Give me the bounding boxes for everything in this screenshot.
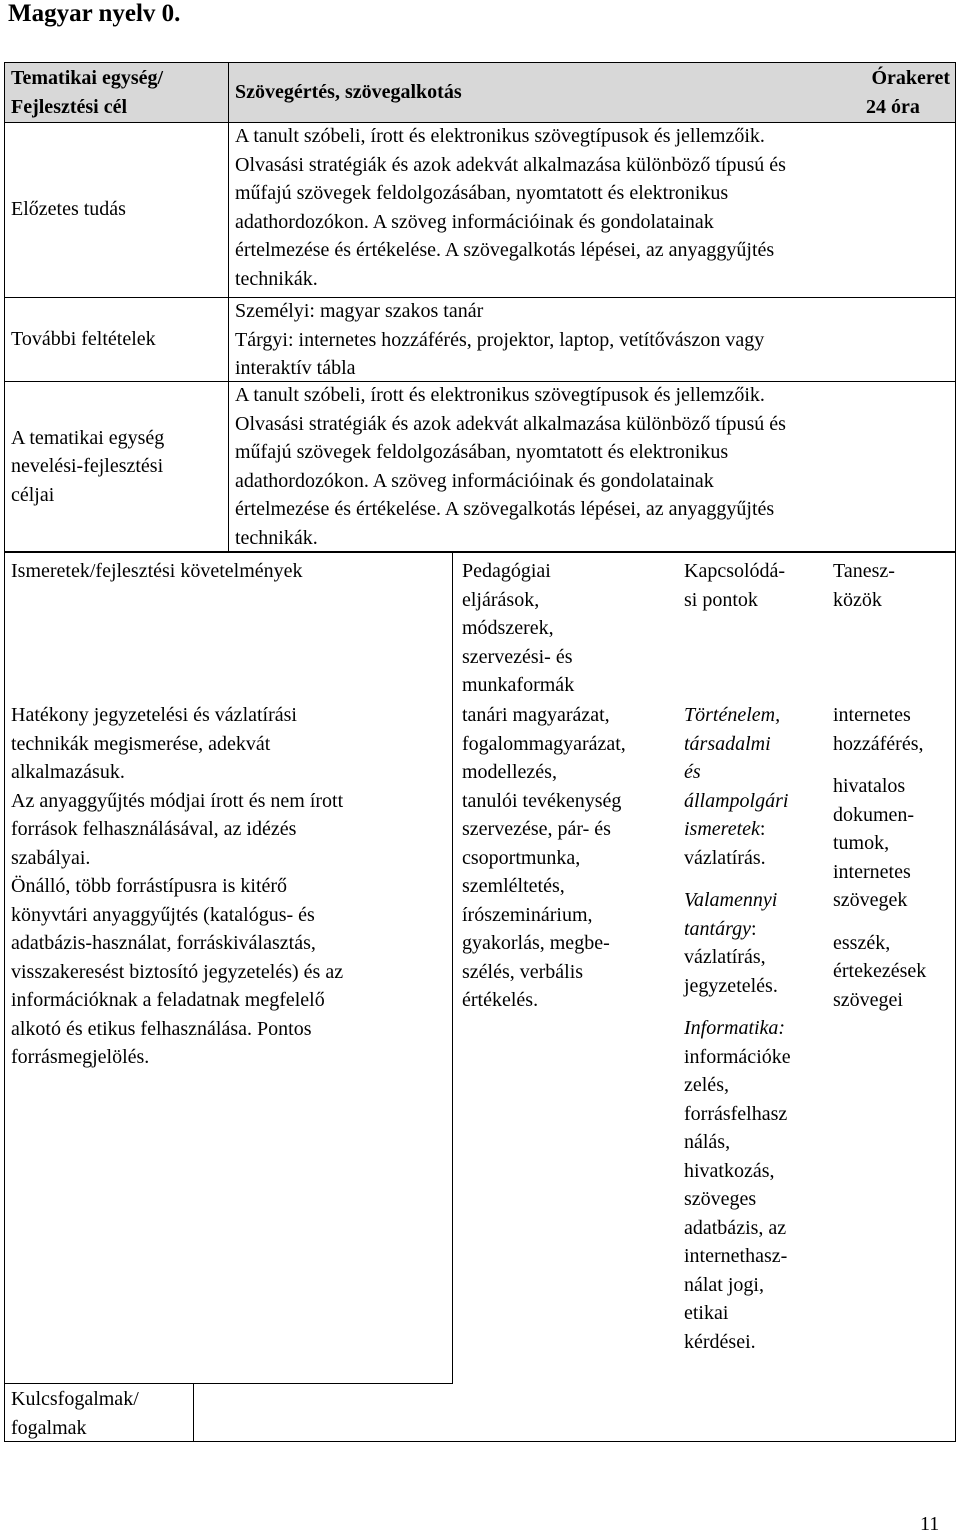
prior-knowledge-line: A tanult szóbeli, írott és elektronikus szövegtípusok és jellemzőik. (235, 125, 765, 147)
requirements-body (4, 701, 452, 1381)
border (4, 62, 956, 63)
connection-text-line: kérdései. (684, 1330, 756, 1353)
conditions-label: További feltételek (11, 327, 156, 350)
connection-subject-line: tantárgy (684, 917, 752, 940)
tools-line: szövegek (833, 889, 908, 911)
goals-line: értelmezése és értékelése. A szövegalkotás lépései, az anyaggyűjtés (235, 498, 775, 520)
methods-header (455, 557, 677, 697)
connection-text-line: zelés, (684, 1074, 729, 1096)
connection-text-line: vázlatírás, (684, 946, 766, 968)
connection-text-line: szöveges (684, 1188, 757, 1210)
connection-text-line: internethasz- (684, 1245, 788, 1267)
tools-line: értekezések (833, 960, 927, 982)
keywords-label-line: fogalmak (11, 1416, 87, 1439)
prior-knowledge-text (228, 122, 956, 297)
unit-title-cell (228, 62, 836, 122)
connection-subject-line: ismeretek (684, 818, 760, 840)
requirements-line: adatbázis-használat, forráskiválasztás, (11, 932, 316, 954)
connection-text-line: információke (684, 1045, 791, 1068)
connection-subject-line: Történelem, (684, 704, 781, 726)
connection-subject-line: társadalmi (684, 732, 771, 755)
methods-line: szervezése, pár- és (462, 818, 611, 840)
requirements-line: technikák megismerése, adekvát (11, 732, 271, 755)
methods-line: szélés, verbális (462, 960, 584, 983)
connections-header-line: si pontok (684, 588, 758, 611)
unit-label-line-2: Fejlesztési cél (11, 95, 128, 118)
prior-knowledge-line: adathordozókon. A szöveg információinak és gondolatainak (235, 210, 714, 233)
connection-subject-line: és (684, 761, 701, 783)
tools-header (826, 557, 956, 697)
methods-header-line: eljárások, (462, 588, 540, 611)
keywords-label-line: Kulcsfogalmak/ (11, 1388, 139, 1410)
border (4, 297, 956, 298)
border (4, 553, 5, 1442)
border (452, 553, 453, 1384)
methods-body (455, 701, 677, 1441)
methods-line: értékelés. (462, 989, 539, 1011)
tools-line: internetes (833, 704, 911, 726)
requirements-line: forrásmegjelölés. (11, 1046, 150, 1068)
prior-knowledge-line: technikák. (235, 267, 318, 290)
goals-line: műfajú szövegek feldolgozásában, nyomtatott és elektronikus (235, 441, 729, 463)
connection-text-line: nálat jogi, (684, 1273, 764, 1296)
conditions-line: Tárgyi: internetes hozzáférés, projektor, laptop, vetítővászon vagy (235, 328, 765, 351)
hours-value: 24 óra (866, 95, 920, 118)
border (228, 62, 229, 552)
goals-line: adathordozókon. A szöveg információinak és gondolatainak (235, 469, 714, 492)
methods-line: fogalommagyarázat, (462, 732, 626, 755)
unit-title: Szövegértés, szövegalkotás (235, 81, 462, 103)
requirements-line: Hatékony jegyzetelési és vázlatírási (11, 704, 297, 726)
border (4, 1441, 956, 1442)
goals-label-line: A tematikai egység (11, 426, 165, 449)
tools-header-line: közök (833, 588, 882, 611)
tools-line: hivatalos (833, 775, 906, 797)
connection-subject-line: Informatika: (684, 1017, 786, 1039)
hours-cell (836, 62, 956, 122)
hours-label: Órakeret (871, 67, 950, 89)
prior-knowledge-line: Olvasási stratégiák és azok adekvát alkalmazása különböző típusú és (235, 153, 786, 176)
tools-line: hozzáférés, (833, 732, 924, 755)
prior-knowledge-line: műfajú szövegek feldolgozásában, nyomtatott és elektronikus (235, 182, 729, 204)
connections-body (677, 701, 825, 1441)
methods-line: szemléltetés, (462, 875, 565, 897)
tools-line: dokumen- (833, 803, 915, 826)
methods-header-line: Pedagógiai (462, 560, 551, 582)
requirements-line: források felhasználásával, az idézés (11, 818, 297, 840)
border (955, 553, 956, 1442)
conditions-label-cell (4, 297, 228, 381)
goals-line: Olvasási stratégiák és azok adekvát alkalmazása különböző típusú és (235, 412, 786, 435)
connection-text-line: adatbázis, az (684, 1216, 787, 1239)
tools-body (826, 701, 956, 1441)
connection-subject-line: Valamennyi (684, 889, 778, 911)
prior-knowledge-label-cell (4, 122, 228, 297)
methods-line: írószeminárium, (462, 903, 593, 926)
page-number: 11 (920, 1513, 940, 1535)
border (4, 551, 956, 553)
conditions-line: Személyi: magyar szakos tanár (235, 300, 484, 322)
tools-line: szövegei (833, 988, 903, 1011)
connection-text-line: jegyzetelés. (684, 974, 778, 997)
requirements-line: könyvtári anyaggyűjtés (katalógus- és (11, 903, 315, 926)
prior-knowledge-label: Előzetes tudás (11, 198, 126, 221)
tools-line: internetes (833, 860, 911, 883)
border (4, 381, 956, 382)
connection-colon: : (751, 917, 757, 940)
goals-label-line: nevelési-fejlesztési (11, 455, 164, 478)
connection-colon: : (759, 818, 766, 840)
connections-header (677, 557, 825, 697)
border (4, 62, 5, 552)
border (4, 1383, 452, 1384)
tools-line: esszék, (833, 931, 891, 954)
methods-line: gyakorlás, megbe- (462, 932, 610, 954)
connection-text-line: etikai (684, 1302, 729, 1324)
goals-line: A tanult szóbeli, írott és elektronikus szövegtípusok és jellemzőik. (235, 384, 765, 406)
conditions-line: interaktív tábla (235, 357, 356, 379)
methods-line: tanári magyarázat, (462, 704, 610, 726)
unit-label-line-1: Tematikai egység/ (11, 67, 164, 89)
connection-text-line: forrásfelhasz (684, 1102, 788, 1125)
methods-header-line: szervezési- és (462, 645, 573, 668)
requirements-line: visszakeresést biztosító jegyzetelés) és az (11, 960, 344, 983)
methods-header-line: munkaformák (462, 674, 575, 696)
tools-header-line: Tanesz- (833, 560, 895, 582)
methods-line: modellezés, (462, 761, 557, 783)
conditions-text (228, 297, 956, 381)
connections-header-line: Kapcsolódá- (684, 560, 786, 582)
connection-subject-line: állampolgári (684, 789, 789, 812)
border (4, 122, 956, 123)
connection-text-line: nálás, (684, 1131, 731, 1153)
border (955, 62, 956, 552)
requirements-header-text: Ismeretek/fejlesztési követelmények (11, 560, 303, 582)
page-title: Magyar nyelv 0. (8, 0, 181, 27)
methods-line: csoportmunka, (462, 846, 581, 869)
connection-text-line: hivatkozás, (684, 1159, 775, 1182)
methods-header-line: módszerek, (462, 617, 554, 639)
goals-label-cell (4, 381, 228, 552)
border (193, 1383, 194, 1442)
goals-label-line: céljai (11, 483, 55, 506)
prior-knowledge-line: értelmezése és értékelése. A szövegalkotás lépései, az anyaggyűjtés (235, 239, 775, 261)
connection-text-line: vázlatírás. (684, 846, 766, 869)
requirements-line: Önálló, több forrástípusra is kitérő (11, 875, 288, 897)
requirements-line: Az anyaggyűjtés módjai írott és nem írott (11, 789, 344, 812)
goals-line: technikák. (235, 526, 318, 549)
goals-text (228, 381, 956, 552)
tools-line: tumok, (833, 832, 890, 854)
unit-label-cell (4, 62, 228, 122)
requirements-line: információknak a feladatnak megfelelő (11, 989, 325, 1011)
requirements-line: alkotó és etikus felhasználása. Pontos (11, 1017, 312, 1040)
requirements-line: alkalmazásuk. (11, 761, 125, 783)
requirements-header (4, 557, 452, 697)
keywords-label-cell (4, 1385, 194, 1441)
requirements-line: szabályai. (11, 846, 91, 869)
methods-line: tanulói tevékenység (462, 789, 622, 812)
